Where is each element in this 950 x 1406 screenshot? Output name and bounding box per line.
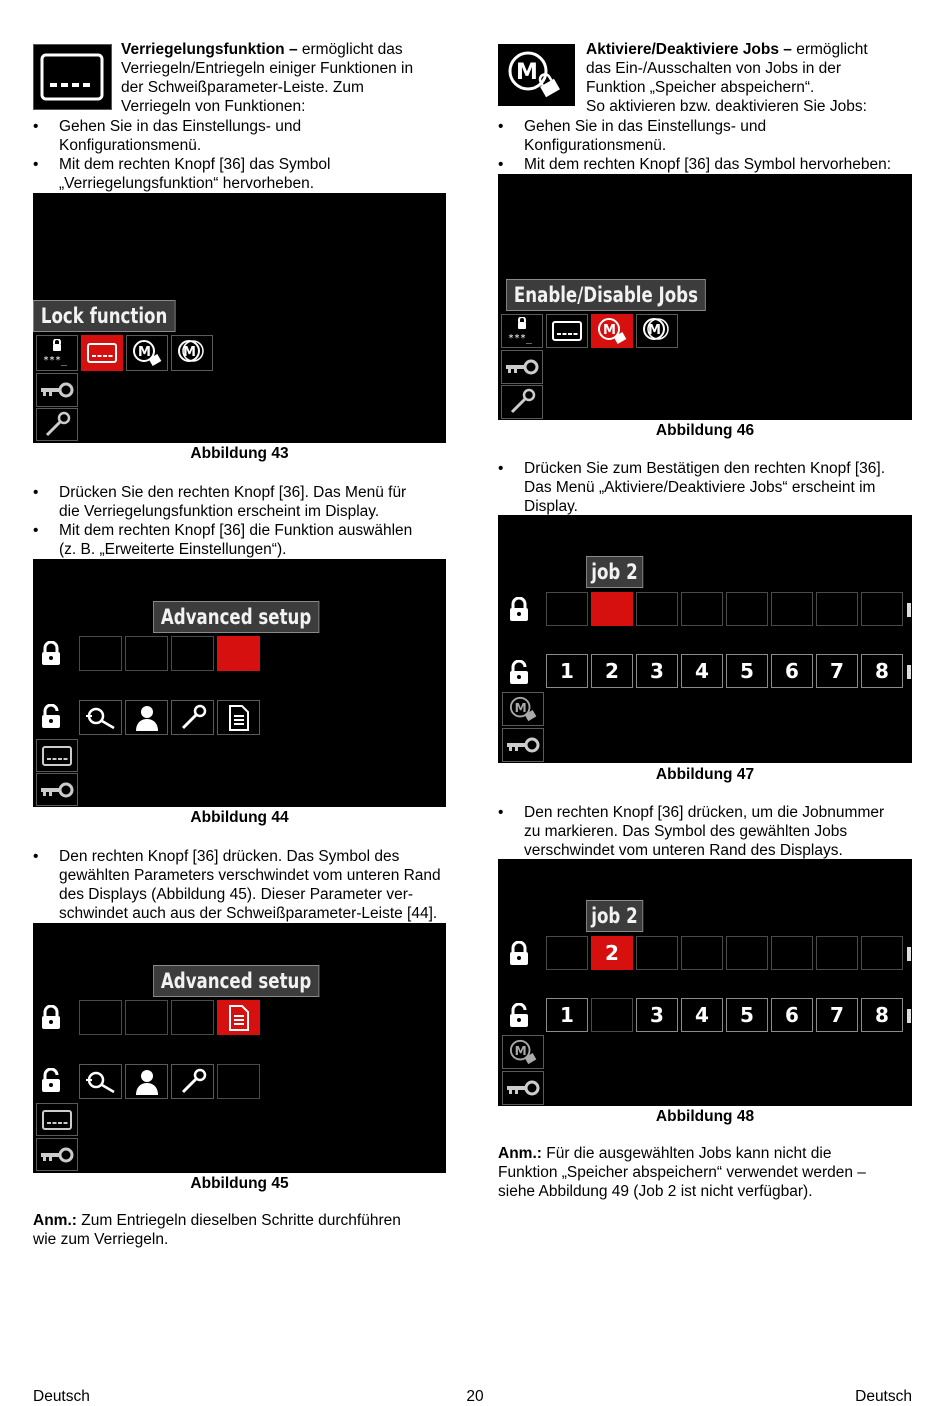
list-item: • Den rechten Knopf [36] drücken, um die Jobnummer zu markieren. Das Symbol des gewählten Jobs verschwindet vom unteren Rand des Displays. — [498, 803, 918, 860]
figure-45-caption: Abbildung 45 — [190, 1175, 289, 1192]
locked-slot-1 — [79, 636, 122, 671]
svg-text:M: M — [183, 345, 196, 360]
svg-text:***_: ***_ — [43, 355, 68, 366]
locked-job-selected — [591, 592, 633, 626]
job-slot-6: 6 — [771, 654, 813, 688]
key-icon — [36, 1138, 78, 1171]
locked-job-selected: 2 — [591, 936, 633, 970]
lock-intro — [121, 40, 451, 59]
memory-jobs-icon — [636, 314, 678, 348]
key-icon — [36, 373, 78, 407]
list-item: • Gehen Sie in das Einstellungs- und Konfigurationsmenü. — [498, 117, 918, 155]
figure-43-caption: Abbildung 43 — [190, 445, 289, 462]
user-icon — [125, 1064, 168, 1099]
locked-job-slot — [546, 592, 588, 626]
right-bullets-3 — [498, 803, 918, 860]
scroll-right-indicator — [907, 1009, 911, 1023]
locked-job-slot — [636, 592, 678, 626]
job-slot-5: 5 — [726, 998, 768, 1032]
locked-job-slot — [861, 936, 903, 970]
memory-lock-icon — [502, 692, 544, 726]
lock-open-icon — [508, 1003, 530, 1029]
list-item: • Den rechten Knopf [36] drücken. Das Symbol des gewählten Parameters verschwindet vom unteren Rand des Displays (Abbildung 45). Dieser Parameter ver- schwindet auch aus der Schweißparameter-Leiste [44]. — [33, 847, 453, 923]
key-icon — [502, 1071, 544, 1105]
left-bullets-3 — [33, 847, 453, 923]
job-slot-7: 7 — [816, 654, 858, 688]
key-icon — [501, 350, 543, 384]
lock-intro-text: ermöglicht das — [297, 41, 403, 58]
footer-language-left: Deutsch — [33, 1388, 90, 1405]
lock-function-tab-icon — [546, 314, 588, 348]
locked-slot-3 — [171, 636, 214, 671]
lock-function-tab-icon — [36, 739, 78, 772]
job-slot-1: 1 — [546, 998, 588, 1032]
screen-header: job 2 — [586, 900, 643, 932]
locked-job-slot — [636, 936, 678, 970]
figure-48-caption: Abbildung 48 — [655, 1108, 755, 1125]
job-slot-1: 1 — [546, 654, 588, 688]
memory-lock-icon — [591, 314, 633, 348]
job-slot-8: 8 — [861, 654, 903, 688]
job-slot-4: 4 — [681, 998, 723, 1032]
job-slot-4: 4 — [681, 654, 723, 688]
figure-45-screen — [33, 923, 446, 1173]
job-slot-7: 7 — [816, 998, 858, 1032]
list-item: • Mit dem rechten Knopf [36] das Symbol „Verriegelungsfunktion“ hervorheben. — [33, 155, 453, 193]
figure-47-caption: Abbildung 47 — [655, 766, 755, 783]
left-note-line2: wie zum Verriegeln. — [33, 1231, 169, 1248]
key-icon — [36, 773, 78, 806]
list-item: • Mit dem rechten Knopf [36] die Funktion auswählen (z. B. „Erweiterte Einstellungen“). — [33, 521, 453, 559]
lock-closed-icon — [508, 597, 530, 623]
enable-disable-jobs-icon — [498, 44, 575, 106]
screen-header: Advanced setup — [153, 601, 319, 633]
locked-job-slot — [681, 592, 723, 626]
lock-closed-icon — [40, 1005, 62, 1031]
wrench-icon — [171, 1064, 214, 1099]
left-note: Anm.: Zum Entriegeln dieselben Schritte durchführen — [33, 1212, 401, 1229]
right-bullets-1 — [498, 117, 918, 174]
left-bullets-2 — [33, 483, 453, 559]
screen-header: Advanced setup — [153, 965, 319, 997]
lock-intro-line3: der Schweißparameter-Leiste. Zum — [121, 79, 364, 96]
screen-header: Lock function — [33, 300, 175, 332]
right-bullets-2 — [498, 459, 918, 516]
locked-job-slot — [771, 936, 813, 970]
locked-job-slot — [681, 936, 723, 970]
list-item: • Gehen Sie in das Einstellungs- und Konfigurationsmenü. — [33, 117, 453, 155]
figure-43-screen — [33, 193, 446, 443]
jobs-intro-line3: Funktion „Speicher abspeichern“. — [586, 79, 815, 96]
wrench-icon — [36, 408, 78, 441]
user-icon — [125, 700, 168, 735]
lock-open-icon — [40, 1068, 62, 1094]
locked-slot-2 — [125, 1000, 168, 1035]
locked-slot-3 — [171, 1000, 214, 1035]
svg-text:M: M — [648, 323, 661, 338]
document-icon — [217, 1000, 260, 1035]
lock-closed-icon — [40, 641, 62, 667]
lock-closed-icon — [508, 941, 530, 967]
locked-job-slot — [816, 592, 858, 626]
document-icon — [217, 700, 260, 735]
job-slot-2: 2 — [591, 654, 633, 688]
scroll-right-indicator — [907, 665, 911, 679]
lock-intro-title: Verriegelungsfunktion – — [121, 41, 298, 58]
search-tool-icon — [79, 1064, 122, 1099]
right-note-line3: siehe Abbildung 49 (Job 2 ist nicht verfügbar). — [498, 1183, 813, 1200]
svg-text:***_: ***_ — [508, 333, 533, 344]
scroll-right-indicator — [907, 947, 911, 961]
locked-slot-2 — [125, 636, 168, 671]
locked-job-slot — [726, 592, 768, 626]
screen-header: Enable/Disable Jobs — [506, 279, 706, 311]
figure-46-screen — [498, 174, 912, 420]
lock-function-icon — [33, 44, 112, 110]
lock-open-icon — [508, 660, 530, 686]
svg-text:M: M — [138, 345, 151, 360]
lock-function-tab-icon — [36, 1103, 78, 1136]
right-note-line2: Funktion „Speicher abspeichern“ verwendet werden – — [498, 1164, 866, 1181]
locked-job-slot — [726, 936, 768, 970]
list-item: • Drücken Sie den rechten Knopf [36]. Das Menü für die Verriegelungsfunktion erscheint im Display. — [33, 483, 453, 521]
job-slot-3: 3 — [636, 654, 678, 688]
locked-slot-1 — [79, 1000, 122, 1035]
jobs-intro-line4: So aktivieren bzw. deaktivieren Sie Jobs: — [586, 98, 867, 115]
page-number: 20 — [466, 1388, 484, 1405]
wrench-icon — [171, 700, 214, 735]
password-icon — [501, 314, 543, 348]
jobs-intro-line2: das Ein-/Ausschalten von Jobs in der — [586, 60, 842, 77]
password-icon — [36, 335, 78, 371]
lock-intro-line2: Verriegeln/Entriegeln einiger Funktionen in — [121, 60, 414, 77]
memory-lock-icon — [502, 1035, 544, 1069]
locked-job-slot — [771, 592, 813, 626]
job-slot-5: 5 — [726, 654, 768, 688]
locked-job-slot — [861, 592, 903, 626]
svg-text:M: M — [514, 700, 527, 715]
lock-intro-line4: Verriegeln von Funktionen: — [121, 98, 306, 115]
list-item: • Mit dem rechten Knopf [36] das Symbol hervorheben: — [498, 155, 918, 174]
screen-header: job 2 — [586, 556, 643, 588]
figure-44-caption: Abbildung 44 — [190, 809, 289, 826]
locked-job-slot — [546, 936, 588, 970]
memory-jobs-icon — [171, 335, 213, 371]
footer-language-right: Deutsch — [855, 1388, 912, 1405]
right-note: Anm.: Für die ausgewählten Jobs kann nicht die — [498, 1145, 832, 1162]
lock-function-tab-icon — [81, 335, 123, 371]
lock-open-icon — [40, 704, 62, 730]
locked-job-slot — [816, 936, 858, 970]
figure-47-screen — [498, 515, 912, 763]
left-bullets-1 — [33, 117, 453, 193]
key-icon — [502, 728, 544, 762]
figure-46-caption: Abbildung 46 — [655, 422, 755, 439]
job-slot-6: 6 — [771, 998, 813, 1032]
search-tool-icon — [79, 700, 122, 735]
svg-text:M: M — [514, 1043, 527, 1058]
job-slot-2 — [591, 998, 633, 1032]
empty-slot — [217, 1064, 260, 1099]
locked-slot-selected — [217, 636, 260, 671]
job-slot-8: 8 — [861, 998, 903, 1032]
svg-text:M: M — [516, 60, 538, 85]
figure-48-screen — [498, 859, 912, 1106]
svg-text:M: M — [603, 323, 616, 338]
wrench-icon — [501, 385, 543, 419]
memory-lock-icon — [126, 335, 168, 371]
job-slot-3: 3 — [636, 998, 678, 1032]
figure-44-screen — [33, 559, 446, 807]
scroll-right-indicator — [907, 603, 911, 617]
jobs-intro: Aktiviere/Deaktiviere Jobs – ermöglicht — [586, 41, 868, 58]
list-item: • Drücken Sie zum Bestätigen den rechten Knopf [36]. Das Menü „Aktiviere/Deaktiviere Jobs“ erscheint im Display. — [498, 459, 918, 516]
